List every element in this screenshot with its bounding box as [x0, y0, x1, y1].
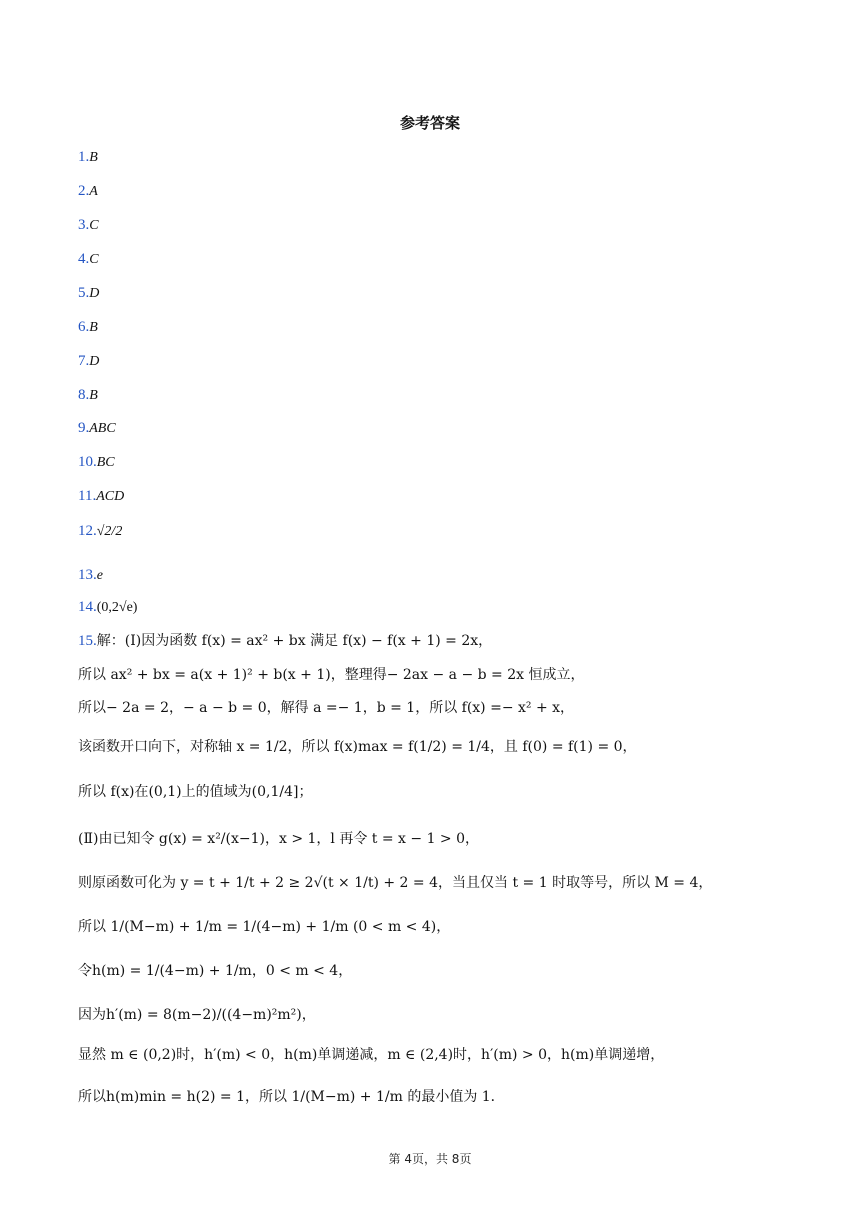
- answer-value: B: [89, 150, 98, 165]
- solution-line: [78, 630, 492, 652]
- answer-number: 9.: [78, 420, 90, 436]
- solution-line: 所以h(m)min = h(2) = 1，所以 1/(M−m) + 1/m 的最小值为 1．: [78, 1089, 505, 1105]
- answer-number: 8.: [78, 387, 90, 403]
- solution-line: 所以− 2a = 2，− a − b = 0，解得 a =− 1，b = 1，所以 f(x) =− x² + x，: [78, 700, 575, 716]
- solution-line: 所以 ax² + bx = a(x + 1)² + b(x + 1)，整理得− 2ax − a − b = 2x 恒成立，: [78, 667, 585, 683]
- answer-value: C: [89, 218, 99, 233]
- page-footer: 第 4页，共 8页: [388, 1152, 472, 1166]
- solution-line: 令h(m) = 1/(4−m) + 1/m，0 < m < 4，: [78, 963, 353, 979]
- answer-value: (0,2√e): [96, 600, 138, 615]
- answer-value: ABC: [89, 421, 116, 436]
- list-item: [78, 598, 137, 617]
- answer-value: A: [89, 184, 98, 199]
- solution-line: 所以 1/(M−m) + 1/m = 1/(4−m) + 1/m (0 < m < 4)，: [78, 919, 451, 935]
- list-item: [78, 250, 99, 269]
- answer-value: C: [89, 252, 99, 267]
- list-item: [78, 487, 124, 506]
- solution-line: 则原函数可化为 y = t + 1/t + 2 ≥ 2√(t × 1/t) + 2 = 4，当且仅当 t = 1 时取等号，所以 M = 4，: [78, 875, 713, 891]
- solution-line: 显然 m ∈ (0,2)时，h′(m) < 0，h(m)单调递减，m ∈ (2,4)时，h′(m) > 0，h(m)单调递增，: [78, 1047, 665, 1063]
- answer-value: B: [89, 320, 98, 335]
- answer-number: 13.: [78, 567, 97, 583]
- answer-number: 1.: [78, 149, 90, 165]
- answer-number: 2.: [78, 183, 90, 199]
- list-item: [78, 522, 122, 541]
- answer-value: e: [96, 568, 103, 583]
- answer-value: D: [89, 286, 100, 301]
- answer-number: 12.: [78, 523, 97, 539]
- answer-value: BC: [96, 455, 115, 470]
- list-item: [78, 566, 103, 585]
- answer-number: 11.: [78, 488, 97, 504]
- answer-value: √2/2: [96, 524, 123, 539]
- answer-value: B: [89, 388, 98, 403]
- answer-number: 10.: [78, 454, 97, 470]
- solution-line: 因为h′(m) = 8(m−2)/((4−m)²m²)，: [78, 1007, 316, 1023]
- list-item: [78, 148, 98, 167]
- answer-number: 3.: [78, 217, 90, 233]
- answer-number: 15.: [78, 633, 97, 649]
- answer-number: 7.: [78, 353, 90, 369]
- list-item: [78, 453, 115, 472]
- answer-number: 5.: [78, 285, 90, 301]
- list-item: [78, 352, 99, 371]
- list-item: [78, 386, 98, 405]
- answer-number: 14.: [78, 599, 97, 615]
- list-item: [78, 216, 99, 235]
- answer-number: 4.: [78, 251, 90, 267]
- answer-value: ACD: [96, 489, 125, 504]
- list-item: [78, 284, 99, 303]
- answer-value: D: [89, 354, 100, 369]
- list-item: [78, 318, 98, 337]
- answer-number: 6.: [78, 319, 90, 335]
- solution-line: 该函数开口向下，对称轴 x = 1/2，所以 f(x)max = f(1/2) = 1/4，且 f(0) = f(1) = 0，: [78, 739, 637, 755]
- solution-line: (Ⅱ)由已知令 g(x) = x²/(x−1)，x > 1，l 再令 t = x − 1 > 0，: [78, 831, 480, 847]
- list-item: [78, 419, 116, 438]
- solution-line: 所以 f(x)在(0,1)上的值域为(0,1/4]；: [78, 784, 313, 800]
- solution-text: 解：(Ⅰ)因为函数 f(x) = ax² + bx 满足 f(x) − f(x + 1) = 2x，: [96, 633, 493, 649]
- list-item: [78, 182, 98, 201]
- page-title: 参考答案: [399, 114, 460, 132]
